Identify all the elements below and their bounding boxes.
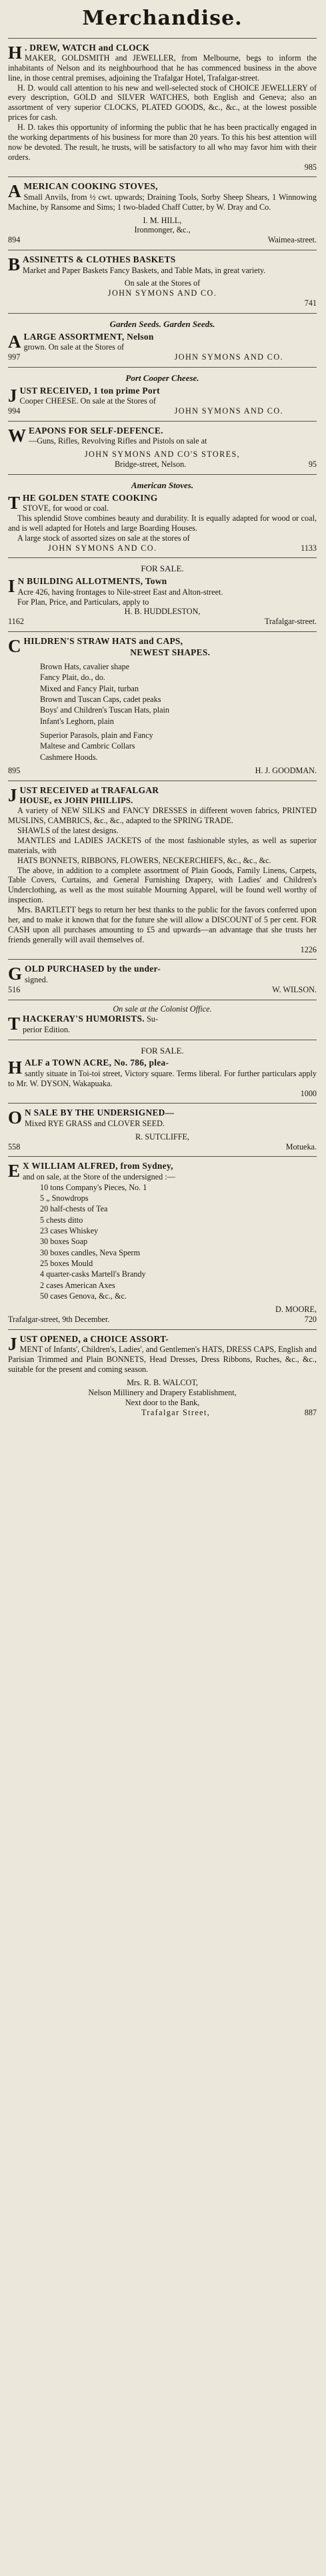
ad-american-stoves: [8, 176, 317, 250]
ad-trafalgar-house: [8, 781, 317, 960]
list-item: Boys' and Children's Tuscan Hats, plain: [40, 705, 169, 715]
ad-body: Small Anvils, from ½ cwt. upwards; Draining Tools, Sorby Sheep Shears, 1 Winnowing Machine, by Ransome and Sims; 1 two-bladed Chaff Cutter, by W. Dray and Co.: [8, 192, 317, 212]
ad-body: signed.: [25, 974, 48, 984]
ad-building-allotments: [8, 557, 317, 631]
list-item: 30 boxes candles, Neva Sperm: [40, 1247, 140, 1257]
drop-cap: A: [8, 181, 21, 202]
drop-cap: J: [8, 785, 17, 805]
ad-headline: N BUILDING ALLOTMENTS, Town: [17, 576, 167, 587]
ad-walcot-millinery: [8, 1329, 317, 1422]
ad-number: 720: [304, 1315, 317, 1325]
ad-number: 741: [304, 298, 317, 308]
ad-signature: H. B. HUDDLESTON,: [124, 607, 201, 617]
ad-paragraph: A large stock of assorted sizes on sale at the stores of: [17, 533, 190, 543]
ad-headline: HACKERAY'S HUMORISTS.: [23, 1014, 145, 1024]
ad-number: 985: [304, 162, 317, 172]
list-item: 2 cases American Axes: [40, 1280, 115, 1290]
ad-signature-title: Nelson Millinery and Drapery Establishment,: [88, 1387, 237, 1397]
ad-signature-title: Ironmonger, &c.,: [134, 225, 191, 235]
ad-date: Trafalgar-street, 9th December.: [8, 1315, 110, 1325]
ad-paragraph: For Plan, Price, and Particulars, apply to: [17, 597, 149, 607]
ad-body: MAKER, GOLDSMITH and JEWELLER, from Melbourne, begs to inform the inhabitants of Nelson and its neighbourhood that he has commenced business in the above line, in those central premises, adjoining the Trafalgar Hotel, Trafalgar-street.: [8, 53, 317, 83]
ad-address: Bridge-street, Nelson.: [115, 460, 187, 469]
ad-firm: JOHN SYMONS AND CO.: [107, 288, 217, 298]
section-masthead: Merchandise.: [82, 7, 243, 30]
ad-port-cooper-cheese: [8, 367, 317, 421]
ad-number: 1162: [8, 617, 24, 627]
ad-heading: FOR SALE.: [141, 1045, 184, 1056]
ad-address: Waimea-street.: [267, 235, 317, 245]
item-list: [8, 730, 317, 763]
ad-heading: Port Cooper Cheese.: [125, 372, 199, 383]
ad-signature: I. M. HILL,: [143, 215, 182, 225]
ad-bassinetts: [8, 250, 317, 313]
ad-headline: UST RECEIVED at TRAFALGAR: [19, 785, 159, 795]
ad-firm: JOHN SYMONS AND CO.: [174, 352, 283, 362]
ad-firm: JOHN SYMONS AND CO'S STORES,: [84, 450, 241, 460]
ad-headline: UST RECEIVED, 1 ton prime Port: [19, 385, 160, 396]
ad-headline: . DREW, WATCH and CLOCK: [25, 42, 150, 53]
ad-heading: Garden Seeds. Garden Seeds.: [109, 319, 215, 329]
list-item: 50 cases Genova, &c., &c.: [40, 1291, 127, 1301]
drop-cap: W: [8, 425, 26, 446]
ad-number: 95: [308, 460, 317, 469]
ad-address: Trafalgar Street,: [141, 1407, 211, 1417]
ad-number: 1133: [301, 543, 317, 553]
drop-cap: G: [8, 964, 23, 984]
drop-cap: J: [8, 1334, 17, 1355]
ad-body: Market and Paper Baskets Fancy Baskets, and Table Mats, in great variety.: [23, 265, 266, 275]
ad-headline: HE GOLDEN STATE COOKING: [23, 492, 158, 503]
ad-address: Trafalgar-street.: [264, 617, 317, 627]
ad-headline: ALF a TOWN ACRE, No. 786, plea-: [25, 1058, 169, 1068]
ad-headline: HILDREN'S STRAW HATS and CAPS,: [23, 636, 183, 647]
ad-thackeray-humorists: [8, 1000, 317, 1040]
ad-body: Acre 426, having frontages to Nile-street East and Alton-street.: [17, 587, 223, 597]
ad-number: 516: [8, 984, 21, 994]
ad-signature: H. J. GOODMAN.: [255, 765, 317, 775]
list-item: 25 boxes Mould: [40, 1259, 93, 1269]
ad-body: A variety of NEW SILKS and FANCY DRESSES in different woven fabrics, PRINTED MUSLINS, CAMBRICS, &c., &c., adapted to the SPRING TRADE.: [8, 806, 317, 826]
list-item: 30 boxes Soap: [40, 1237, 88, 1247]
ad-body: Cooper CHEESE. On sale at the Stores of: [19, 396, 156, 406]
drop-cap: T: [8, 492, 21, 513]
ad-garden-seeds: [8, 313, 317, 367]
ad-number: 994: [8, 406, 21, 416]
ad-number: 1226: [300, 944, 317, 954]
ad-headline: OLD PURCHASED by the under-: [25, 964, 161, 974]
drop-cap: O: [8, 1108, 23, 1128]
list-item: Superior Parasols, plain and Fancy: [40, 730, 153, 740]
drop-cap: B: [8, 254, 21, 275]
ad-subheadline: HOUSE, ex JOHN PHILLIPS.: [19, 796, 133, 806]
ad-signature: D. MOORE,: [275, 1305, 317, 1315]
ad-paragraph: MANTLES and LADIES JACKETS of the most fashionable styles, as well as superior materials, with: [8, 835, 317, 855]
list-item: Brown Hats, cavalier shape: [40, 661, 130, 671]
ad-paragraph: SHAWLS of the latest designs.: [17, 826, 119, 836]
item-list: [8, 1182, 317, 1302]
ad-paragraph: HATS BONNETS, RIBBONS, FLOWERS, NECKERCHIEFS, &c., &c., &c.: [17, 855, 271, 865]
list-item: Infant's Leghorn, plain: [40, 716, 114, 726]
ad-headline: ASSINETTS & CLOTHES BASKETS: [23, 254, 176, 265]
ad-body: Mixed RYE GRASS and CLOVER SEED.: [25, 1118, 165, 1128]
list-item: Mixed and Fancy Plait, turban: [40, 683, 139, 693]
ad-body: and on sale, at the Store of the undersigned :—: [23, 1171, 175, 1181]
ad-headline: UST OPENED, a CHOICE ASSORT-: [19, 1334, 169, 1345]
ad-body: STOVE, for wood or coal.: [23, 503, 109, 513]
ad-number: 1000: [300, 1088, 317, 1098]
ad-headline: N SALE BY THE UNDERSIGNED—: [25, 1108, 175, 1118]
ad-headline: X WILLIAM ALFRED, from Sydney,: [23, 1161, 173, 1171]
drop-cap: E: [8, 1161, 21, 1181]
ad-subheadline: NEWEST SHAPES.: [130, 647, 211, 657]
ad-paragraph: This splendid Stove combines beauty and durability. It is equally adapted for wood or coal, and is well adapted for Hotels and large Boarding Houses.: [8, 513, 317, 533]
ad-number: 997: [8, 352, 21, 362]
ad-headline: MERICAN COOKING STOVES,: [23, 181, 158, 192]
list-item: Brown and Tuscan Caps, cadet peaks: [40, 694, 161, 704]
ad-body: santly situate in Toi-toi street, Victory square. Terms liberal. For further particulars apply to Mr. W. DYSON, Wakapuaka.: [8, 1068, 317, 1088]
ad-weapons: [8, 421, 317, 474]
ad-number: 887: [304, 1407, 317, 1417]
drop-cap: J: [8, 385, 17, 406]
ad-half-town-acre: [8, 1040, 317, 1104]
list-item: 4 quarter-casks Martell's Brandy: [40, 1269, 146, 1279]
ad-paragraph: H. D. takes this opportunity of informing the public that he has been practically engaged in the working departments of his business for more than 20 years. To this his best attention will now be devoted. The result, he trusts, will be satisfactory to all who may favor him with their orders.: [8, 123, 317, 162]
list-item: 5 chests ditto: [40, 1215, 83, 1225]
list-item: 20 half-chests of Tea: [40, 1204, 108, 1214]
ad-number: 894: [8, 235, 21, 245]
ad-body: perior Edition.: [23, 1024, 71, 1034]
ad-body: MENT of Infants', Children's, Ladies', and Gentlemen's HATS, DRESS CAPS, English and Parisian Trimmed and Plain BONNETS, Head Dresses, Dress Ribbons, Ruches, &c., &c., suitable for the present and coming season.: [8, 1345, 317, 1375]
list-item: 23 cases Whiskey: [40, 1225, 99, 1235]
list-item: 5 „ Snowdrops: [40, 1193, 89, 1203]
list-item: 10 tons Company's Pieces, No. 1: [40, 1182, 147, 1192]
ad-address: Motueka.: [285, 1141, 317, 1151]
drop-cap: C: [8, 636, 21, 657]
ad-paragraph: The above, in addition to a complete assortment of Plain Goods, Family Linens, Carpets, Table Covers, Curtains, and General Furnishing Drapery, with Ladies' and Children's Underclothing, as well as the most suitable Mourning Apparel, will be found well worthy of inspection.: [8, 865, 317, 905]
ad-heading: FOR SALE.: [141, 563, 184, 574]
ad-signature: R. SUTCLIFFE,: [135, 1131, 189, 1141]
ad-signature: W. WILSON.: [272, 984, 317, 994]
ad-headline-tail: Su-: [144, 1014, 158, 1024]
ad-body: grown. On sale at the Stores of: [23, 342, 125, 352]
ad-childrens-straw-hats: [8, 631, 317, 781]
ad-signature-note: Next door to the Bank,: [125, 1397, 200, 1407]
list-item: Maltese and Cambric Collars: [40, 741, 135, 751]
ad-paragraph: Mrs. BARTLETT begs to return her best thanks to the public for the favors conferred upon her, and to make it known that for the future she will allow a DISCOUNT of 5 per cent. FOR CASH upon all purchases amounting to £5 and upwards—an advantage that she trusts her friends generally will avail themselves of.: [8, 905, 317, 944]
ad-body: —Guns, Rifles, Revolving Rifles and Pistols on sale at: [29, 436, 207, 446]
drop-cap: H: [8, 1058, 23, 1078]
ad-heading: American Stoves.: [131, 480, 194, 490]
ad-rye-grass: [8, 1103, 317, 1156]
ad-number: 895: [8, 765, 21, 775]
drop-cap: H: [8, 42, 23, 63]
ad-sale-line: On sale at the Stores of: [124, 278, 201, 288]
ad-signature: Mrs. R. B. WALCOT,: [127, 1378, 198, 1388]
ad-firm: JOHN SYMONS AND CO.: [174, 406, 283, 416]
ad-headline: LARGE ASSORTMENT, Nelson: [23, 331, 154, 342]
ad-gold-purchased: [8, 959, 317, 999]
list-item: Cashmere Hoods.: [40, 752, 98, 762]
ad-william-alfred: [8, 1156, 317, 1329]
ad-heading: On sale at the Colonist Office.: [113, 1004, 212, 1014]
ad-drew-watchmaker: [8, 38, 317, 177]
ad-headline: EAPONS FOR SELF-DEFENCE.: [29, 425, 163, 436]
ad-number: 558: [8, 1141, 21, 1151]
drop-cap: A: [8, 331, 21, 352]
list-item: Fancy Plait, do., do.: [40, 673, 105, 683]
ad-firm: JOHN SYMONS AND CO.: [48, 543, 157, 553]
ad-golden-state-stove: [8, 474, 317, 558]
ad-paragraph: H. D. would call attention to his new and well-selected stock of CHOICE JEWELLERY of every description, GOLD and SILVER WATCHES, both English and Geneva; also an assortment of very superior CLOCKS, PLATED GOODS, &c., &c., at the lowest possible prices for cash.: [8, 83, 317, 123]
drop-cap: T: [8, 1014, 21, 1034]
item-list: [8, 661, 317, 727]
drop-cap: I: [8, 576, 15, 597]
